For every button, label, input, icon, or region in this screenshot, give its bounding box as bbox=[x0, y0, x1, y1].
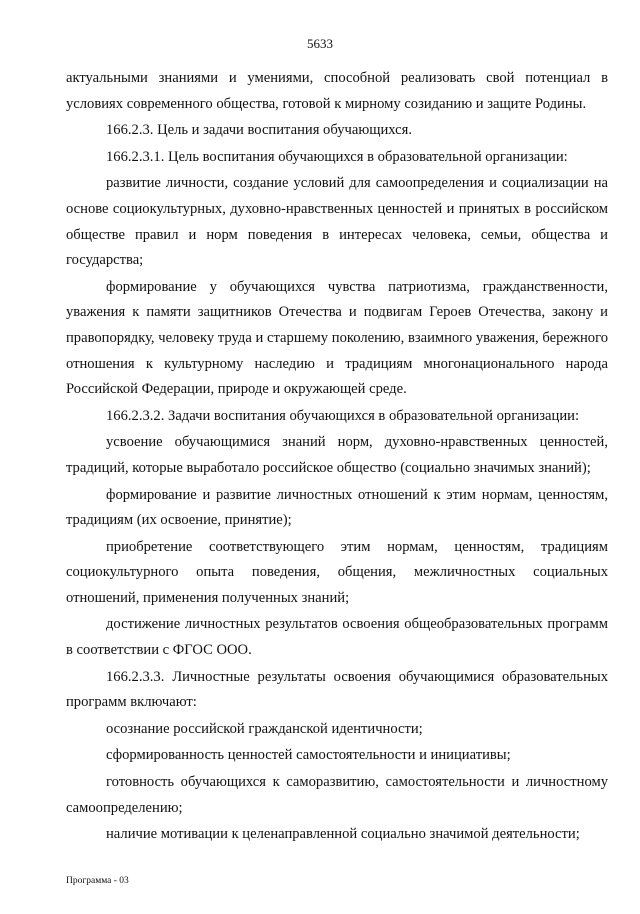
paragraph: сформированность ценностей самостоятельности и инициативы; bbox=[106, 747, 511, 764]
paragraph: осознание российской гражданской идентичности; bbox=[106, 720, 423, 737]
section-heading-166-2-3-2: 166.2.3.2. Задачи воспитания обучающихся в образовательной организации: bbox=[106, 407, 580, 424]
paragraph: приобретение соответствующего этим нормам, ценностям, традициям социокультурного опыта поведения, общения, межличностных социальных отношений, применения полученных знаний; bbox=[66, 538, 608, 606]
section-heading-166-2-3: 166.2.3. Цель и задачи воспитания обучающихся. bbox=[106, 122, 413, 139]
page-number: 5633 bbox=[307, 36, 333, 51]
section-heading-166-2-3-1: 166.2.3.1. Цель воспитания обучающихся в образовательной организации: bbox=[106, 148, 568, 165]
paragraph: формирование у обучающихся чувства патриотизма, гражданственности, уважения к памяти защитников Отечества и подвигам Героев Отечества, закону и правопорядку, человеку труда и старшему поколению, взаимного уважения, бережного отношения к культурному наследию и традициям многонационального народа Российской Федерации, природе и окружающей среде. bbox=[66, 278, 608, 398]
document-body bbox=[66, 66, 608, 848]
paragraph-continuation: актуальными знаниями и умениями, способной реализовать свой потенциал в условиях современного общества, готовой к мирному созиданию и защите Родины. bbox=[66, 70, 608, 112]
paragraph: готовность обучающихся к саморазвитию, самостоятельности и личностному самоопределению; bbox=[66, 774, 608, 816]
paragraph: формирование и развитие личностных отношений к этим нормам, ценностям, традициям (их освоение, принятие); bbox=[66, 486, 608, 529]
paragraph: усвоение обучающимися знаний норм, духовно-нравственных ценностей, традиций, которые выработало российское общество (социально значимых знаний); bbox=[66, 434, 608, 476]
paragraph: наличие мотивации к целенаправленной социально значимой деятельности; bbox=[106, 826, 580, 843]
section-heading-166-2-3-3: 166.2.3.3. Личностные результаты освоения обучающимися образовательных программ включают: bbox=[66, 668, 608, 711]
footer-label: Программа - 03 bbox=[66, 876, 129, 886]
paragraph: развитие личности, создание условий для самоопределения и социализации на основе социокультурных, духовно-нравственных ценностей и принятых в российском обществе правил и норм поведения в интересах человека, семьи, общества и государства; bbox=[66, 175, 608, 269]
paragraph: достижение личностных результатов освоения общеобразовательных программ в соответствии с ФГОС ООО. bbox=[66, 616, 608, 659]
